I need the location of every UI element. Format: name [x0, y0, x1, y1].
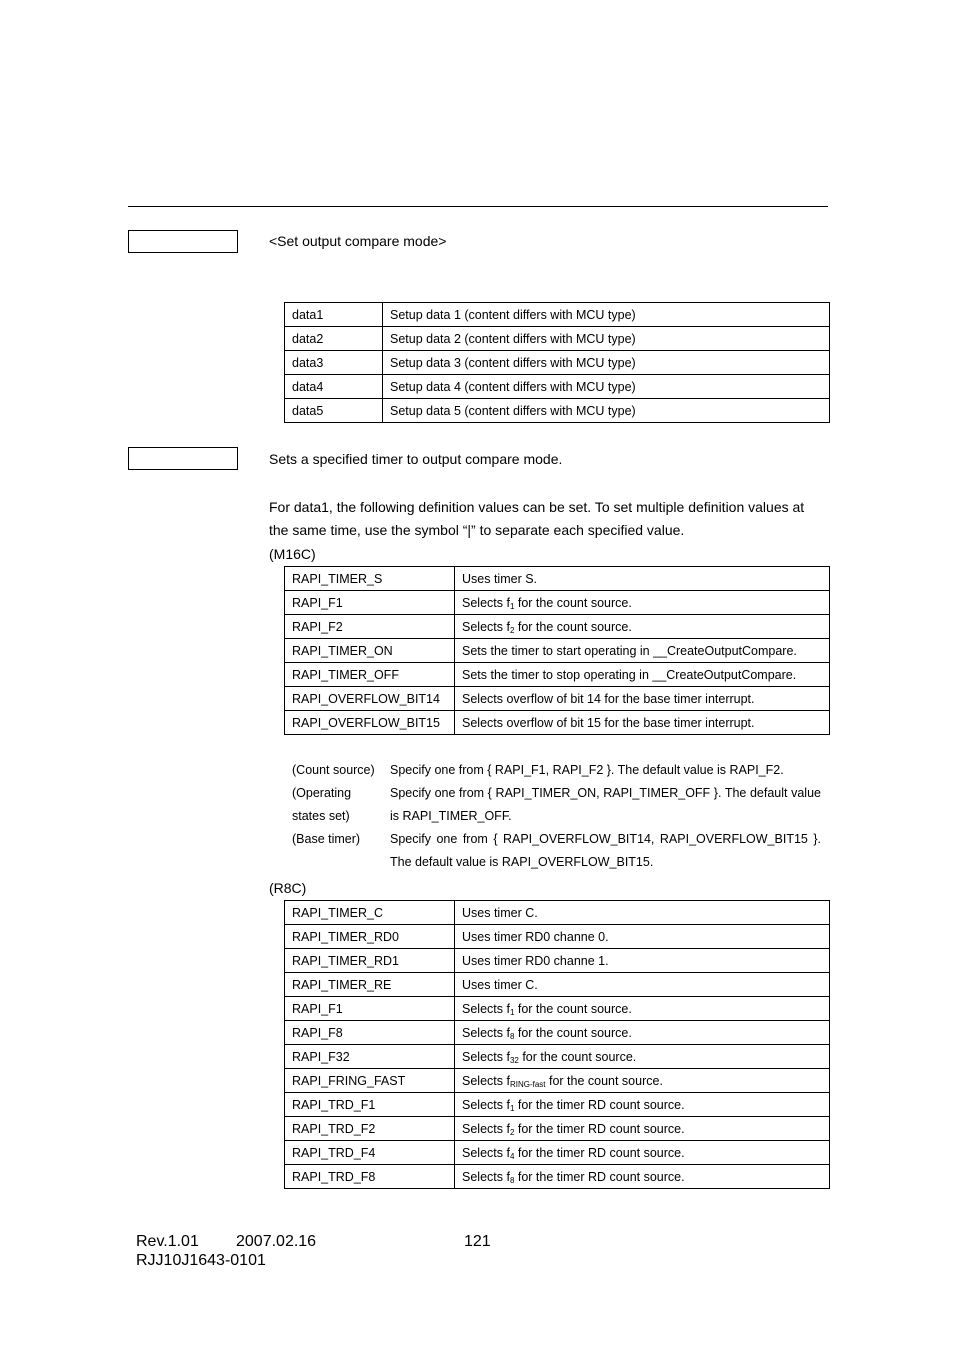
description-text: Selects overflow of bit 15 for the base timer interrupt.	[462, 715, 755, 730]
param-description: Setup data 4 (content differs with MCU type)	[383, 375, 830, 399]
definition-name: RAPI_TRD_F8	[285, 1165, 455, 1189]
definition-name: RAPI_TRD_F4	[285, 1141, 455, 1165]
definition-name: RAPI_TIMER_ON	[285, 639, 455, 663]
note-definition: Specify one from { RAPI_OVERFLOW_BIT14, RAPI_OVERFLOW_BIT15 }. The default value is RAPI_OVERFLOW_BIT15.	[390, 832, 821, 869]
note-definition: Specify one from { RAPI_F1, RAPI_F2 }. The default value is RAPI_F2.	[390, 763, 784, 777]
description-text: Selects f	[462, 1169, 510, 1184]
description-text: Selects f	[462, 1097, 510, 1112]
description-text-tail: for the timer RD count source.	[514, 1121, 685, 1136]
description-text: Uses timer RD0 channe 0.	[462, 929, 609, 944]
note-count-source	[292, 759, 821, 782]
param-name: data2	[285, 327, 383, 351]
description-text-tail: for the count source.	[514, 1025, 632, 1040]
m16c-table	[284, 566, 830, 735]
table-row	[285, 663, 830, 687]
definition-description	[455, 949, 830, 973]
param-description: Setup data 2 (content differs with MCU type)	[383, 327, 830, 351]
table-row	[285, 327, 830, 351]
table-row	[285, 1069, 830, 1093]
description-text-tail: for the count source.	[514, 595, 632, 610]
table-row	[285, 1165, 830, 1189]
description-text: Selects overflow of bit 14 for the base timer interrupt.	[462, 691, 755, 706]
definition-name: RAPI_F1	[285, 591, 455, 615]
definition-name: RAPI_TRD_F1	[285, 1093, 455, 1117]
m16c-notes	[292, 759, 821, 874]
table-row	[285, 1045, 830, 1069]
definition-description	[455, 711, 830, 735]
definition-name: RAPI_TIMER_C	[285, 901, 455, 925]
description-text-tail: for the timer RD count source.	[514, 1145, 685, 1160]
table-row	[285, 639, 830, 663]
table-row	[285, 1141, 830, 1165]
param-name: data4	[285, 375, 383, 399]
description-text-tail: for the timer RD count source.	[514, 1169, 685, 1184]
definition-description	[455, 1045, 830, 1069]
description-text: Selects f	[462, 1025, 510, 1040]
table-row	[285, 973, 830, 997]
description-text: Uses timer RD0 channe 1.	[462, 953, 609, 968]
description-text: Selects f	[462, 1073, 510, 1088]
description-text: Uses timer C.	[462, 905, 538, 920]
definition-name: RAPI_TIMER_S	[285, 567, 455, 591]
description-text-tail: for the count source.	[545, 1073, 663, 1088]
revision: Rev.1.01	[136, 1233, 199, 1250]
definition-description	[455, 615, 830, 639]
definition-name: RAPI_TRD_F2	[285, 1117, 455, 1141]
note-term: (Count source)	[292, 763, 375, 777]
definition-description	[455, 997, 830, 1021]
function-title: <Set output compare mode>	[269, 233, 447, 249]
document-number: RJJ10J1643-0101	[136, 1252, 266, 1269]
table-row	[285, 687, 830, 711]
description-text: Selects f	[462, 1049, 510, 1064]
definition-name: RAPI_F2	[285, 615, 455, 639]
description-text: Selects f	[462, 1145, 510, 1160]
definition-description	[455, 973, 830, 997]
table-row	[285, 925, 830, 949]
definition-name: RAPI_FRING_FAST	[285, 1069, 455, 1093]
definition-description	[455, 1117, 830, 1141]
frequency-subscript: 1	[509, 1103, 515, 1113]
definition-name: RAPI_F8	[285, 1021, 455, 1045]
description-text: Selects f	[462, 619, 510, 634]
frequency-subscript: 2	[509, 625, 515, 635]
table-row	[285, 375, 830, 399]
description-text: Uses timer C.	[462, 977, 538, 992]
definition-description	[455, 1021, 830, 1045]
frequency-subscript: 4	[509, 1151, 515, 1161]
param-description: Setup data 3 (content differs with MCU type)	[383, 351, 830, 375]
param-table	[284, 302, 830, 423]
table-row	[285, 615, 830, 639]
table-row	[285, 1117, 830, 1141]
definition-name: RAPI_F32	[285, 1045, 455, 1069]
definition-description	[455, 663, 830, 687]
description-text-tail: for the timer RD count source.	[514, 1097, 685, 1112]
table-row	[285, 711, 830, 735]
note-operating-states	[292, 782, 821, 828]
m16c-heading: (M16C)	[269, 546, 316, 562]
table-row	[285, 303, 830, 327]
description-text-tail: for the count source.	[514, 1001, 632, 1016]
definition-name: RAPI_TIMER_RD0	[285, 925, 455, 949]
description-text: Selects f	[462, 1001, 510, 1016]
note-term: (Operating states set)	[292, 786, 352, 823]
function-description: Sets a specified timer to output compare mode.	[269, 451, 563, 467]
note-definition: Specify one from { RAPI_TIMER_ON, RAPI_TIMER_OFF }. The default value is RAPI_TIMER_OFF.	[390, 786, 821, 823]
definition-name: RAPI_TIMER_RE	[285, 973, 455, 997]
r8c-table	[284, 900, 830, 1189]
definition-description	[455, 687, 830, 711]
table-row	[285, 997, 830, 1021]
table-row	[285, 901, 830, 925]
definition-name: RAPI_F1	[285, 997, 455, 1021]
definition-description	[455, 591, 830, 615]
r8c-heading: (R8C)	[269, 880, 307, 896]
description-text: Selects f	[462, 595, 510, 610]
definition-name: RAPI_TIMER_OFF	[285, 663, 455, 687]
definition-name: RAPI_TIMER_RD1	[285, 949, 455, 973]
table-row	[285, 399, 830, 423]
definition-description	[455, 1069, 830, 1093]
table-row	[285, 351, 830, 375]
definition-description	[455, 567, 830, 591]
frequency-subscript: 8	[509, 1175, 515, 1185]
section-label-box	[128, 230, 238, 253]
table-row	[285, 1021, 830, 1045]
frequency-subscript: 1	[509, 601, 515, 611]
definition-description	[455, 1165, 830, 1189]
description-text: Uses timer S.	[462, 571, 538, 586]
param-name: data1	[285, 303, 383, 327]
definition-description	[455, 1141, 830, 1165]
description-text: Sets the timer to start operating in __CreateOutputCompare.	[462, 643, 797, 658]
table-row	[285, 949, 830, 973]
frequency-subscript: 32	[509, 1055, 519, 1065]
definition-name: RAPI_OVERFLOW_BIT14	[285, 687, 455, 711]
param-description: Setup data 5 (content differs with MCU type)	[383, 399, 830, 423]
param-name: data3	[285, 351, 383, 375]
table-row	[285, 1093, 830, 1117]
revision-date: 2007.02.16	[236, 1233, 317, 1250]
param-name: data5	[285, 399, 383, 423]
description-text-tail: for the count source.	[514, 619, 632, 634]
section-label-box-2	[128, 447, 238, 470]
table-row	[285, 567, 830, 591]
table-row	[285, 591, 830, 615]
note-term: (Base timer)	[292, 832, 361, 846]
description-text: Sets the timer to stop operating in __CreateOutputCompare.	[462, 667, 797, 682]
definition-description	[455, 925, 830, 949]
description-text-tail: for the count source.	[518, 1049, 637, 1064]
note-base-timer	[292, 828, 821, 874]
frequency-subscript: 8	[509, 1031, 515, 1041]
definition-description	[455, 1093, 830, 1117]
frequency-subscript: 2	[509, 1127, 515, 1137]
param-description: Setup data 1 (content differs with MCU type)	[383, 303, 830, 327]
frequency-subscript: RING-fast	[509, 1079, 546, 1089]
description-text: Selects f	[462, 1121, 510, 1136]
frequency-subscript: 1	[509, 1007, 515, 1017]
definition-description	[455, 639, 830, 663]
definition-description	[455, 901, 830, 925]
definition-name: RAPI_OVERFLOW_BIT15	[285, 711, 455, 735]
header-rule	[128, 206, 828, 207]
page-number: 121	[464, 1233, 491, 1250]
data1-description: For data1, the following definition values can be set. To set multiple definition values at the same time, use the symbol “|” to separate each specified value.	[269, 499, 805, 538]
